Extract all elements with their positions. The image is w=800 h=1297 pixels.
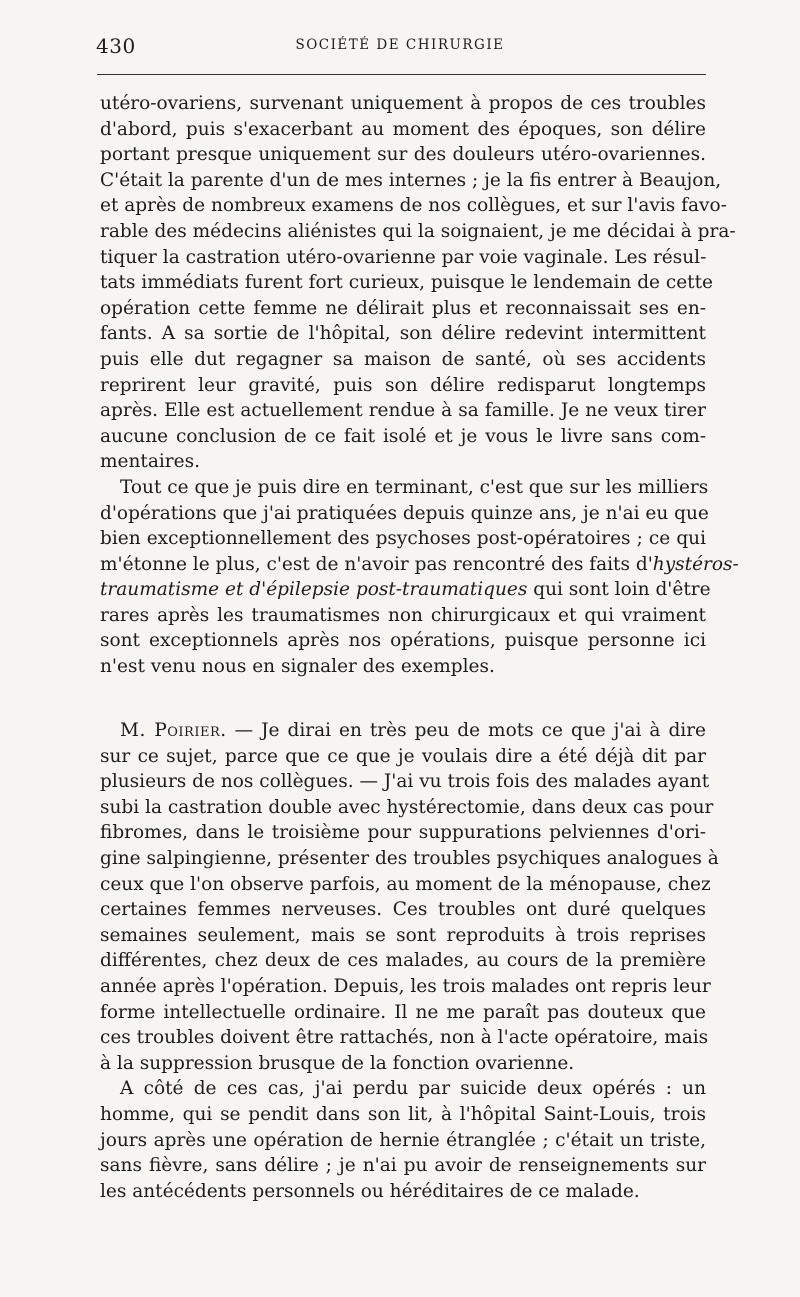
text-line: les antécédents personnels ou héréditaires de ce malade. — [100, 1180, 640, 1202]
italic-term: traumatisme et — [100, 579, 250, 601]
running-title: SOCIÉTÉ DE CHIRURGIE — [295, 37, 505, 53]
section-body-2 — [100, 718, 719, 1204]
text-line: C'était la parente d'un de mes internes ; je la fis entrer à Beaujon, — [100, 169, 722, 191]
text-line: d'opérations que j'ai pratiquées depuis quinze ans, je n'ai eu que — [100, 502, 709, 524]
text-line: mentaires. — [100, 451, 200, 473]
text-line: ces troubles doivent être rattachés, non à l'acte opératoire, mais — [100, 1027, 709, 1049]
text-line: reprirent leur gravité, puis son délire redisparut longtemps — [100, 374, 706, 396]
text-line-with-italic — [100, 552, 739, 578]
text-line: bien exceptionnellement des psychoses post-opératoires ; ce qui — [100, 528, 706, 550]
page-number: 430 — [96, 34, 136, 58]
text-line: aucune conclusion de ce fait isolé et je vous le livre sans com- — [100, 425, 706, 447]
text-line: semaines seulement, mais se sont reproduits à trois reprises — [100, 924, 706, 946]
text-line: sur ce sujet, parce que ce que je voulais dire a été déjà dit par — [100, 745, 706, 767]
paragraph-start-line: A côté de ces cas, j'ai perdu par suicide deux opérés : un — [120, 1078, 706, 1100]
text-line: fibromes, dans le troisième pour suppurations pelviennes d'ori- — [100, 822, 706, 844]
header-rule — [97, 74, 706, 75]
section-body-1 — [100, 91, 739, 680]
text-line: d'abord, puis s'exacerbant au moment des époques, son délire — [100, 118, 706, 140]
text-line: année après l'opération. Depuis, les trois malades ont repris leur — [100, 975, 711, 997]
text-line: rable des médecins aliénistes qui la soignaient, je me décidai à pra- — [100, 220, 736, 242]
text-line: utéro-ovariens, survenant uniquement à propos de ces troubles — [100, 93, 706, 114]
text-line: et après de nombreux examens de nos collègues, et sur l'avis favo- — [100, 195, 727, 217]
speaker-name: M. Poirier. — [120, 720, 227, 741]
text-line: après. Elle est actuellement rendue à sa famille. Je ne veux tirer — [100, 400, 706, 422]
text-line: jours après une opération de hernie étranglée ; c'était un triste, — [100, 1129, 706, 1151]
text-line: sans fièvre, sans délire ; je n'ai pu avoir de renseignements sur — [100, 1155, 706, 1177]
text-line: subi la castration double avec hystérectomie, dans deux cas pour — [100, 796, 714, 818]
text-line-with-italic — [100, 577, 711, 603]
text-line: homme, qui se pendit dans son lit, à l'hôpital Saint-Louis, trois — [100, 1103, 706, 1125]
text-line: sont exceptionnels après nos opérations, puisque personne ici — [100, 630, 706, 652]
text-line: puis elle dut regagner sa maison de santé, où ses accidents — [100, 348, 706, 370]
text-line: tats immédiats furent fort curieux, puisque le lendemain de cette — [100, 272, 713, 294]
text-line: fants. A sa sortie de l'hôpital, son délire redevint intermittent — [100, 323, 706, 345]
text-span: m'étonne le plus, c'est de n'avoir pas rencontré des faits d' — [100, 553, 653, 575]
text-line: rares après les traumatismes non chirurgicaux et qui vraiment — [100, 604, 706, 626]
italic-term: hystéros- — [652, 553, 739, 575]
text-line: tiquer la castration utéro-ovarienne par voie vaginale. Les résul- — [100, 246, 707, 268]
text-line: ceux que l'on observe parfois, au moment de la ménopause, chez — [100, 873, 711, 895]
italic-term: d'épilepsie post-traumatiques — [249, 579, 528, 601]
text-line: portant presque uniquement sur des douleurs utéro-ovariennes. — [100, 144, 706, 166]
text-line: différentes, chez deux de ces malades, au cours de la première — [100, 950, 706, 972]
text-line: forme intellectuelle ordinaire. Il ne me paraît pas douteux que — [100, 1001, 706, 1023]
text-line: certaines femmes nerveuses. Ces troubles ont duré quelques — [100, 899, 706, 921]
text-line: plusieurs de nos collègues. — J'ai vu trois fois des malades ayant — [100, 771, 710, 793]
text-span: — Je dirai en très peu de mots ce que j'ai à dire — [226, 720, 706, 741]
text-span: qui sont loin d'être — [527, 579, 711, 601]
speaker-line — [100, 718, 706, 744]
text-line: à la suppression brusque de la fonction ovarienne. — [100, 1052, 575, 1074]
text-line: opération cette femme ne délirait plus et reconnaissait ses en- — [100, 297, 706, 319]
paragraph-start-line: Tout ce que je puis dire en terminant, c'est que sur les milliers — [120, 476, 709, 498]
text-line: n'est venu nous en signaler des exemples. — [100, 656, 495, 678]
text-line: gine salpingienne, présenter des troubles psychiques analogues à — [100, 847, 719, 869]
